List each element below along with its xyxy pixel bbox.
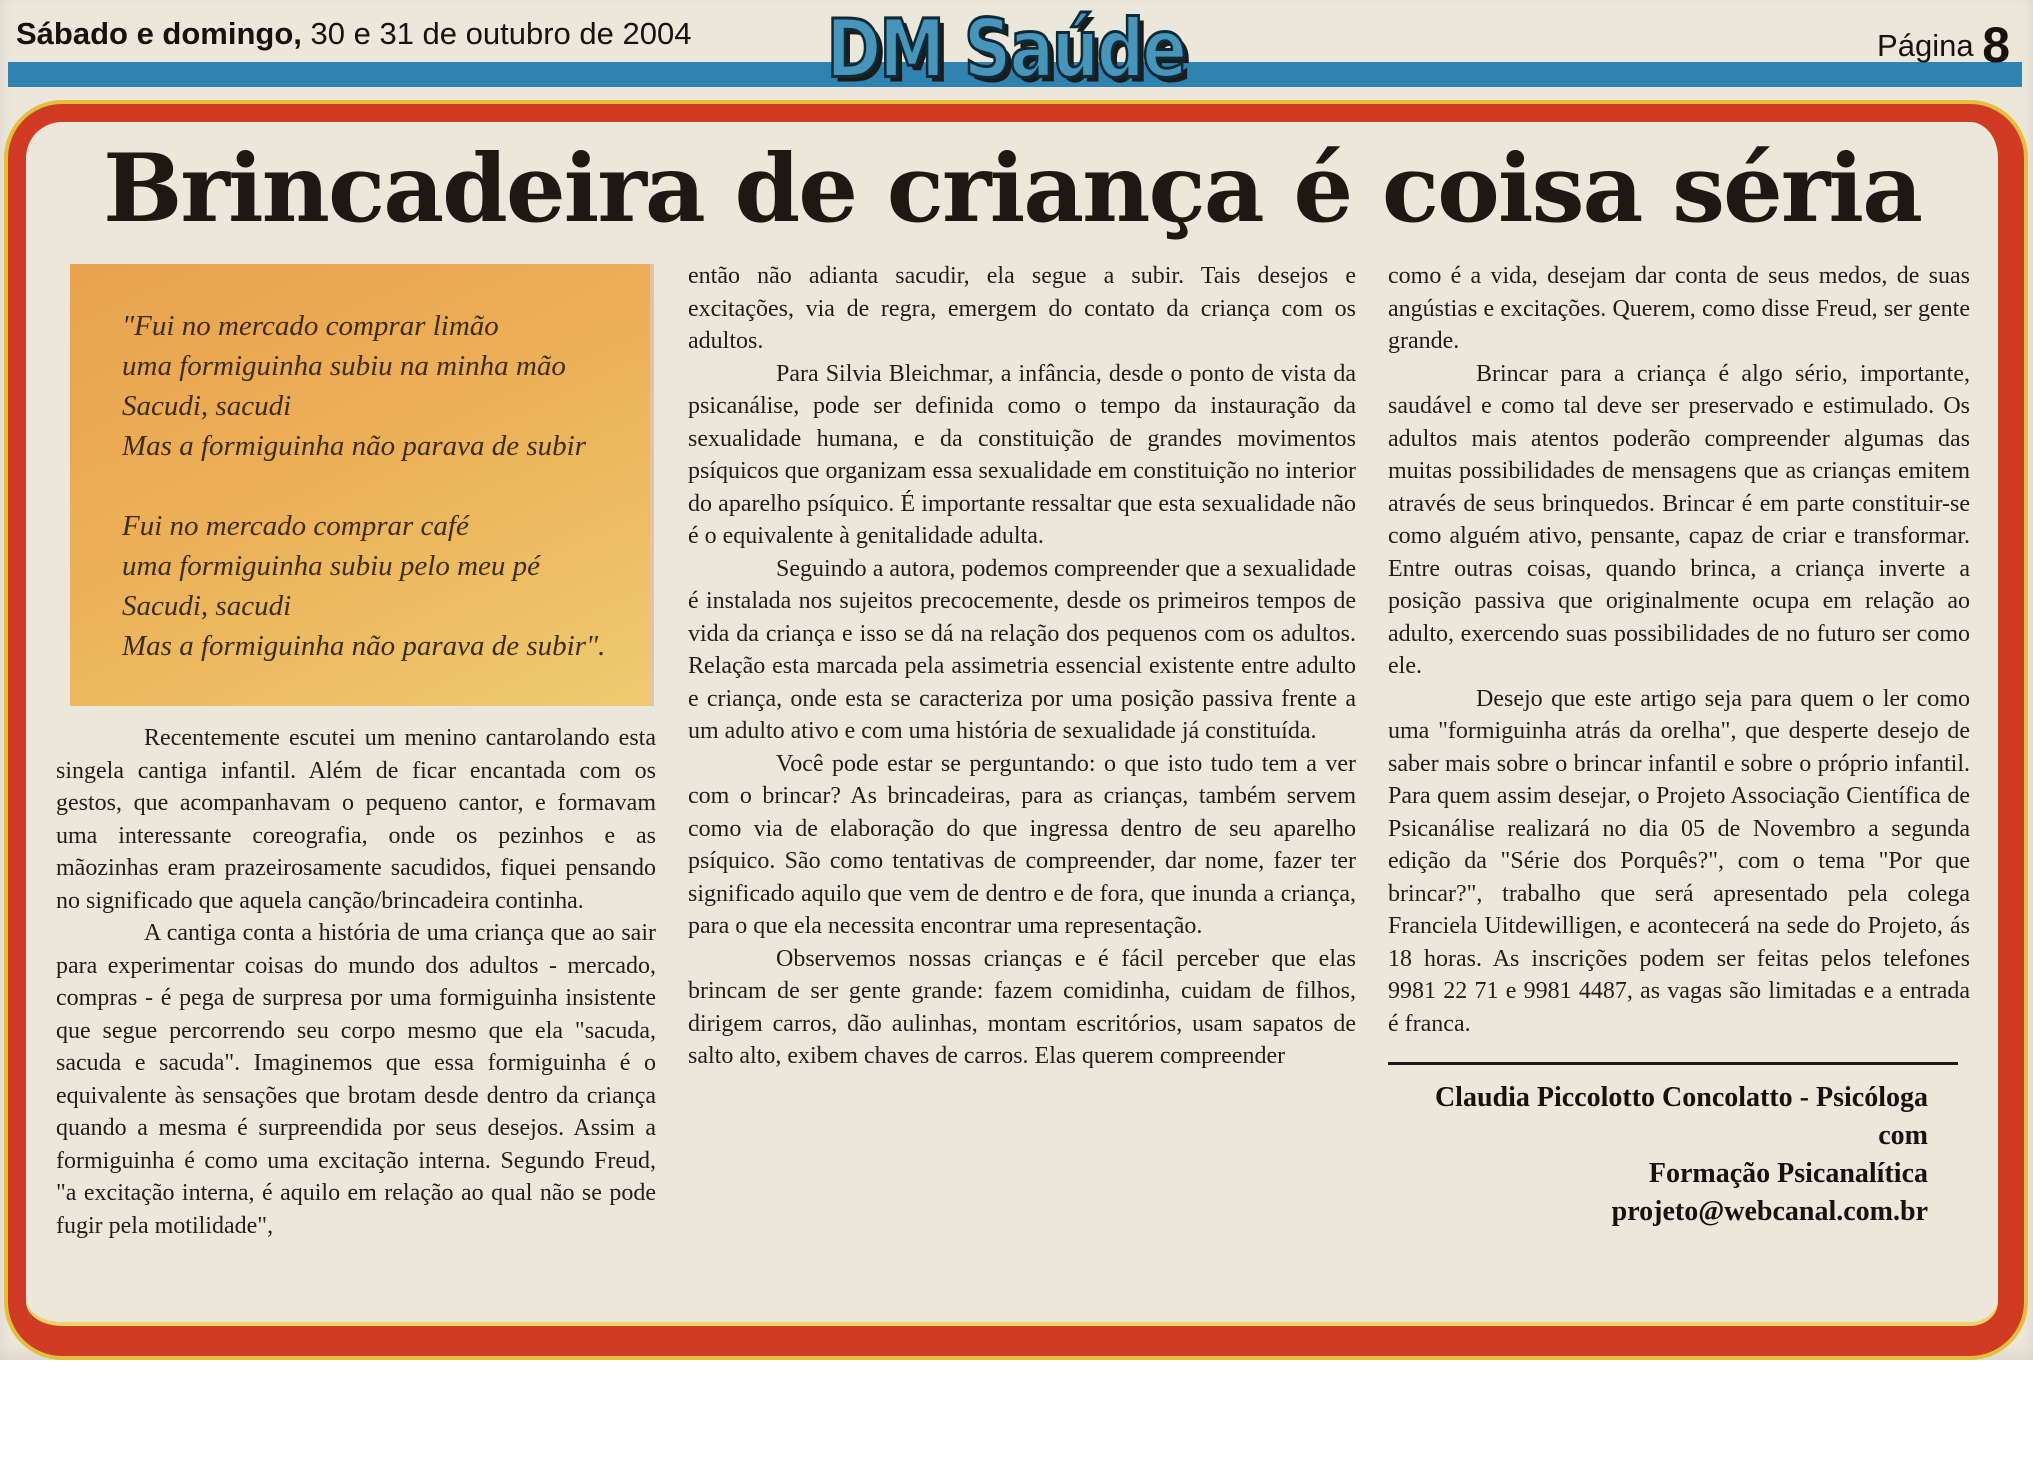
column-3-text bbox=[1388, 260, 1970, 1040]
paragraph: Seguindo a autora, podemos compreender que a sexualidade é instalada nos sujeitos precocemente, desde os primeiros tempos de vida da criança e isso se dá na relação dos pequenos com os adultos. Relação esta marcada pela assimetria essencial existente entre adulto e criança, onde esta se caracteriza por uma posição passiva frente a um adulto ativo e com uma história de sexualidade já constituída. bbox=[688, 555, 1356, 744]
byline-line: projeto@webcanal.com.br bbox=[1611, 1196, 1928, 1227]
poem-line: "Fui no mercado comprar limão bbox=[122, 310, 499, 342]
date-weekday: Sábado e domingo, bbox=[16, 16, 302, 51]
article-frame bbox=[8, 104, 2024, 1356]
poem-line: Sacudi, sacudi bbox=[122, 390, 292, 422]
date-rest: 30 e 31 de outubro de 2004 bbox=[301, 16, 692, 51]
section-logo: DM Saúde bbox=[826, 2, 1186, 96]
byline-divider bbox=[1388, 1062, 1958, 1065]
poem-box bbox=[70, 264, 650, 706]
paragraph: então não adianta sacudir, ela segue a subir. Tais desejos e excitações, via de regra, emergem do contato da criança com os adultos. bbox=[688, 263, 1356, 354]
poem-line: Mas a formiguinha não parava de subir bbox=[122, 430, 586, 462]
poem-stanza-2 bbox=[122, 506, 630, 666]
paragraph: Desejo que este artigo seja para quem o ler como uma "formiguinha atrás da orelha", que desperte desejo de saber mais sobre o brincar infantil e sobre o próprio infantil. Para quem assim desejar, o Projeto Associação Científica de Psicanálise realizará no dia 05 de Novembro a segunda edição da "Série dos Porquês?", com o tema "Por que brincar?", trabalho que será apresentado pela colega Franciela Uitdewilligen, e acontecerá na sede do Projeto, ás 18 horas. As inscrições podem ser feitas pelos telefones 9981 22 71 e 9981 4487, as vagas são limitadas e a entrada é franca. bbox=[1388, 685, 1970, 1037]
paragraph: Você pode estar se perguntando: o que isto tudo tem a ver com o brincar? As brincadeiras, para as crianças, também servem como via de elaboração do que ingressa dentro de seu aparelho psíquico. São como tentativas de compreender, dar nome, fazer ter significado aquilo que vem de dentro e de fora, que inunda a criança, para o que ela necessita encontrar uma representação. bbox=[688, 750, 1356, 939]
column-2 bbox=[688, 260, 1356, 1242]
byline bbox=[1388, 1079, 1970, 1231]
page-number-label: Página bbox=[1877, 28, 1974, 63]
column-1 bbox=[56, 260, 656, 1242]
page-number-value: 8 bbox=[1982, 17, 2009, 73]
paragraph: Para Silvia Bleichmar, a infância, desde o ponto de vista da psicanálise, pode ser definida como o tempo da instauração da sexualidade humana, e da constituição de grandes movimentos psíquicos que organizam essa sexualidade em constituição no interior do aparelho psíquico. É importante ressaltar que esta sexualidade não é o equivalente à genitalidade adulta. bbox=[688, 360, 1356, 549]
byline-line: Formação Psicanalítica bbox=[1648, 1158, 1928, 1189]
byline-line: Claudia Piccolotto Concolatto - Psicóloga com bbox=[1434, 1082, 1928, 1151]
column-3 bbox=[1388, 260, 1970, 1242]
paragraph: Observemos nossas crianças e é fácil perceber que elas brincam de ser gente grande: fazem comidinha, cuidam de filhos, dirigem carros, dão aulinhas, montam escritórios, usam sapatos de salto alto, exibem chaves de carros. Elas querem compreender bbox=[688, 945, 1356, 1069]
paragraph: como é a vida, desejam dar conta de seus medos, de suas angústias e excitações. Querem, como disse Freud, ser gente grande. bbox=[1388, 263, 1970, 354]
poem-line: Mas a formiguinha não parava de subir". bbox=[122, 630, 606, 662]
article-body bbox=[26, 260, 1998, 1242]
poem-line: uma formiguinha subiu pelo meu pé bbox=[122, 550, 541, 582]
poem-line: Fui no mercado comprar café bbox=[122, 510, 469, 542]
poem-line: Sacudi, sacudi bbox=[122, 590, 292, 622]
paragraph: Brincar para a criança é algo sério, importante, saudável e como tal deve ser preservado e estimulado. Os adultos mais atentos poderão compreender algumas das muitas possibilidades de mensagens que as crianças emitem através de seus brinquedos. Brincar é em parte constituir-se como alguém ativo, pensante, capaz de criar e transformar. Entre outras coisas, quando brinca, a criança inverte a posição passiva que originalmente ocupa em relação ao adulto, exercendo suas possibilidades de no futuro ser como ele. bbox=[1388, 360, 1970, 679]
date-line bbox=[16, 16, 691, 52]
column-1-text bbox=[56, 722, 656, 1242]
page-number bbox=[1877, 16, 2009, 74]
paragraph: Recentemente escutei um menino cantarolando esta singela cantiga infantil. Além de ficar encantada com os gestos, que acompanhavam o pequeno cantor, e formavam uma interessante coreografia, onde os pezinhos e as mãozinhas eram prazeirosamente sacudidos, fiquei pensando no significado que aquela canção/brincadeira continha. bbox=[56, 725, 656, 914]
poem-line: uma formiguinha subiu na minha mão bbox=[122, 350, 566, 382]
paragraph: A cantiga conta a história de uma criança que ao sair para experimentar coisas do mundo dos adultos - mercado, compras - é pega de surpresa por uma formiguinha insistente que segue percorrendo seu corpo mesmo que ela "sacuda, sacuda e sacuda". Imaginemos que essa formiguinha é o equivalente às sensações que brotam desde dentro da criança quando a mesma é surpreendida por seus desejos. Assim a formiguinha é como uma excitação interna. Segundo Freud, "a excitação interna, é aquilo em relação ao qual não se pode fugir pela motilidade", bbox=[56, 920, 656, 1239]
headline: Brincadeira de criança é coisa séria bbox=[102, 134, 1921, 244]
poem-stanza-1 bbox=[122, 306, 630, 466]
